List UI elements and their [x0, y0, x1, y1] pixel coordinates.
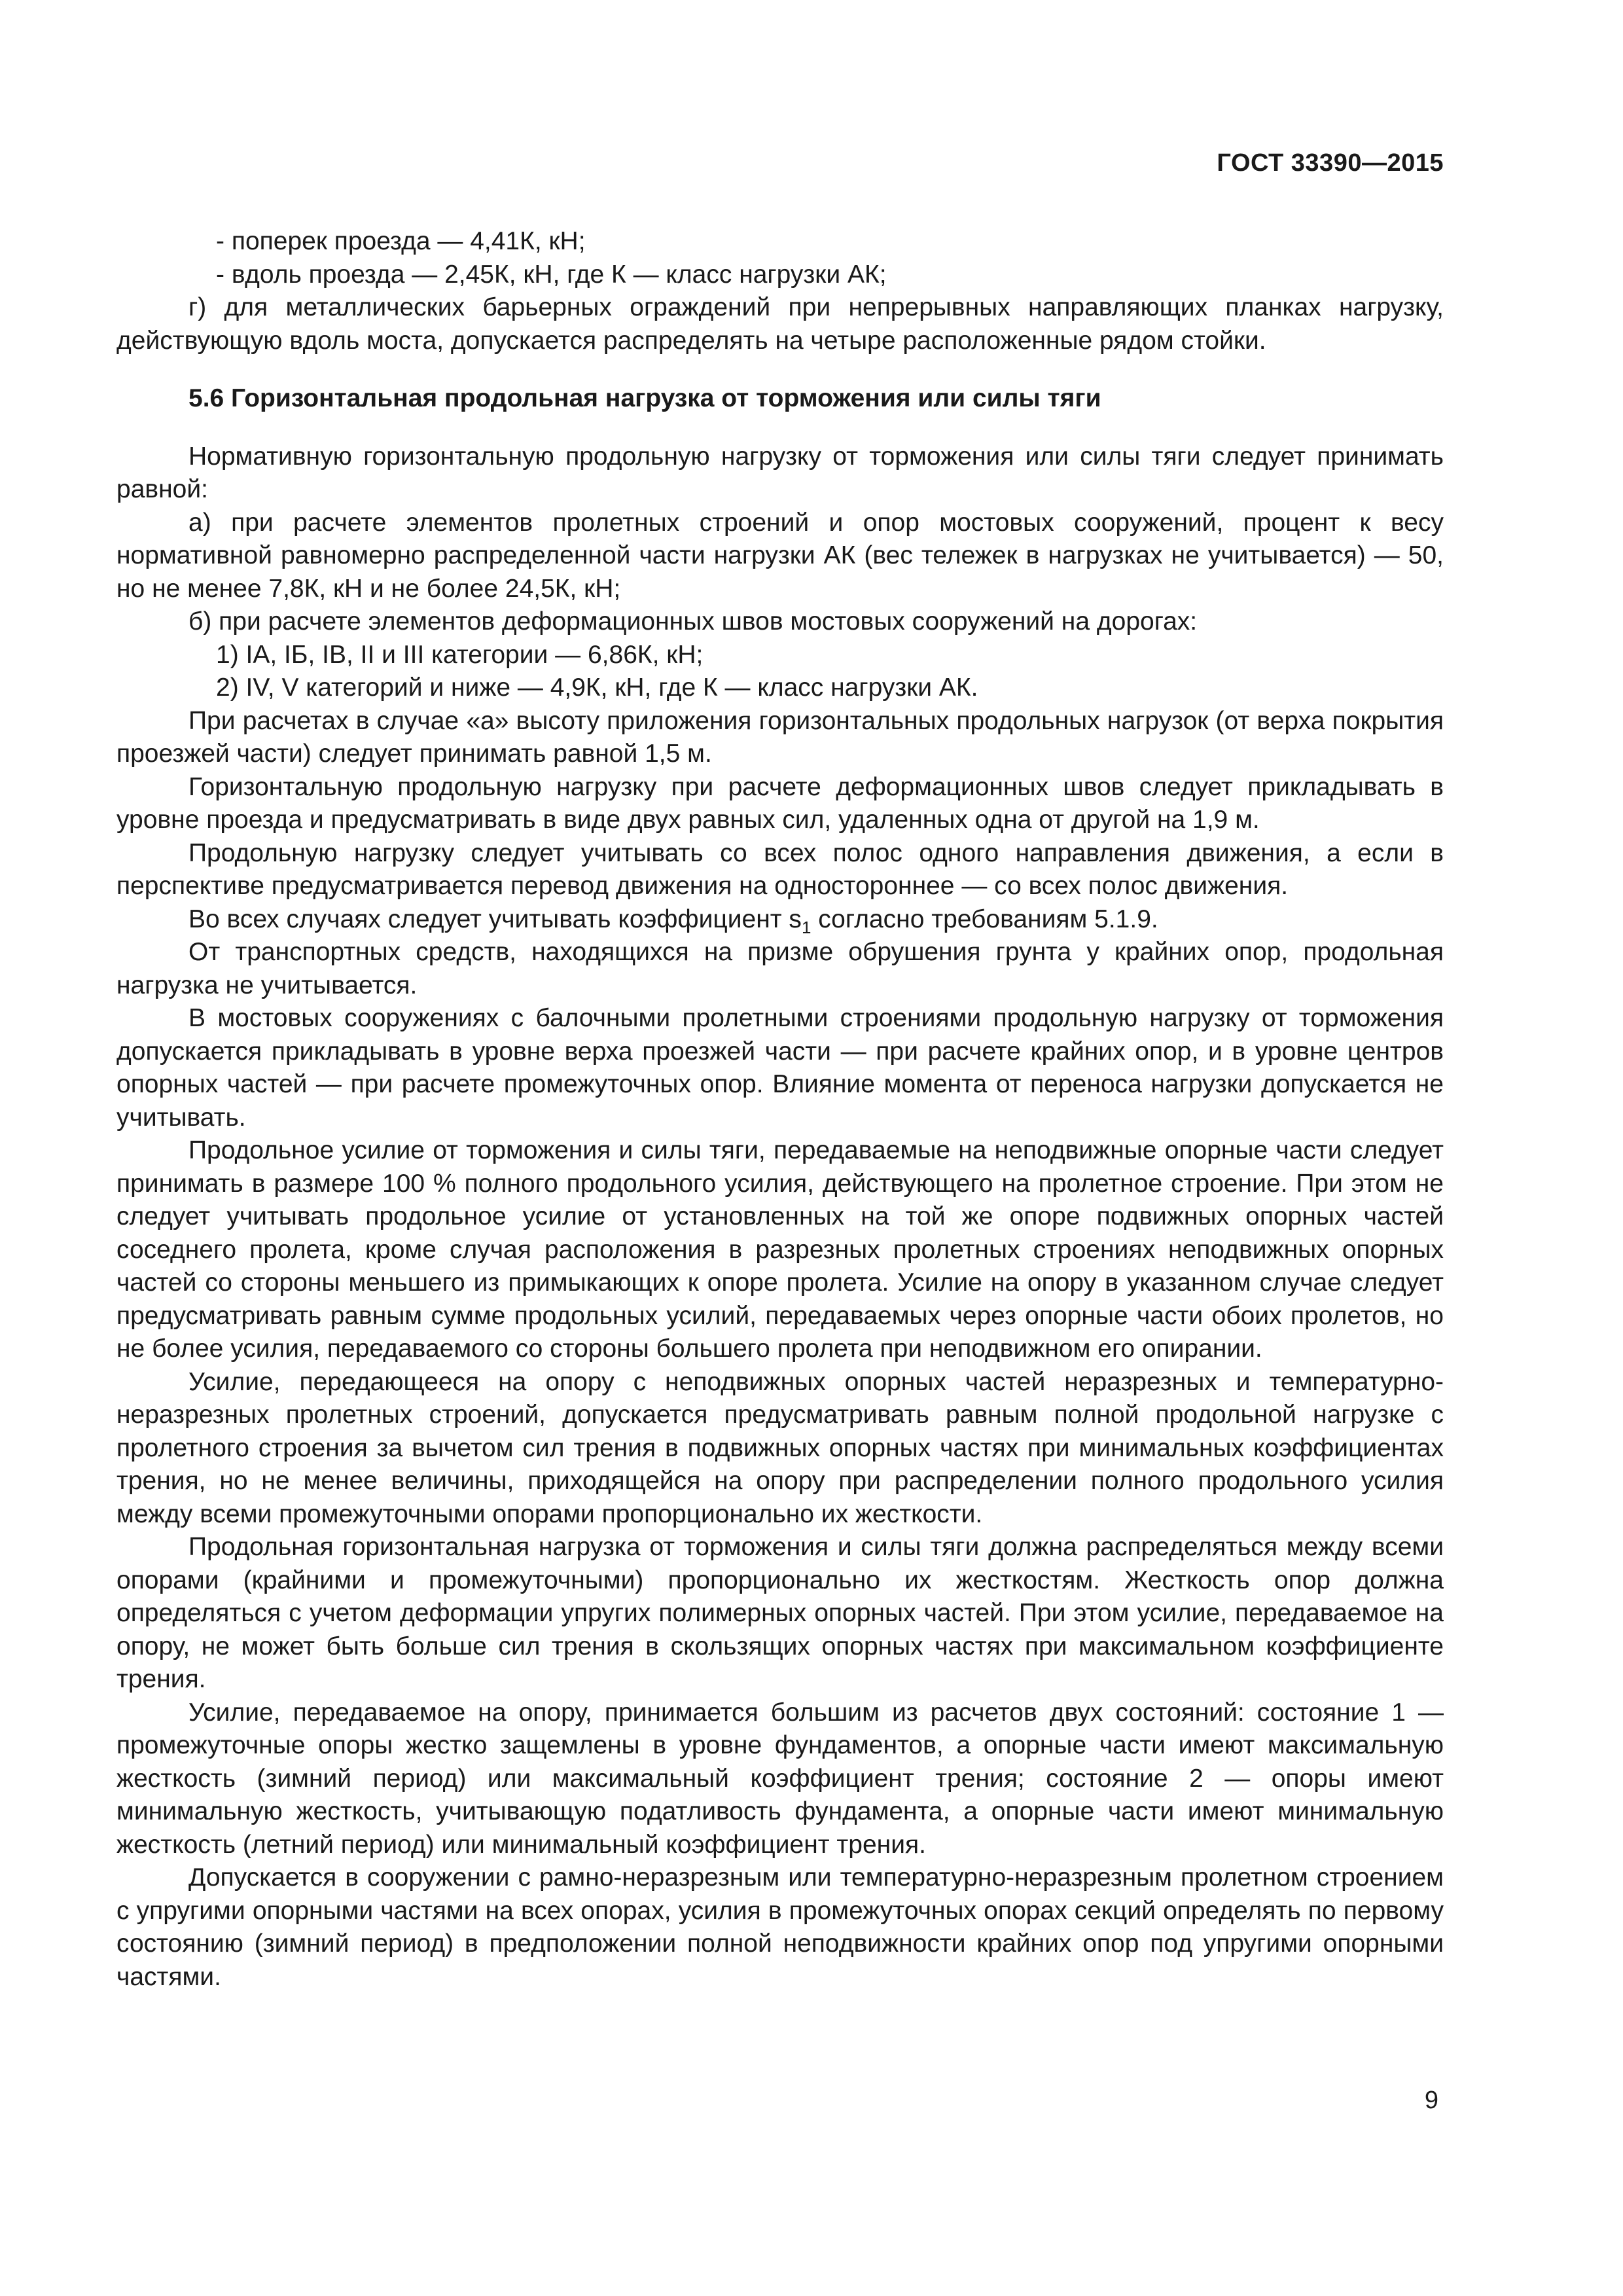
paragraph: Продольную нагрузку следует учитывать со всех полос одного направления движения, а если в перспективе предусматривается перевод движения на одностороннее — со всех полос движения. [116, 838, 1444, 900]
paragraph: Усилие, передаваемое на опору, принимается большим из расчетов двух состояний: состояние 1 — промежуточные опоры жестко защемлены в уровне фундаментов, а опорные части имеют максимальную жесткость (зимний период) или максимальный коэффициент трения; состояние 2 — опоры имеют минимальную жесткость, учитывающую податливость фундамента, а опорные части имеют минимальную жесткость (летний период) или минимальный коэффициент трения. [116, 1698, 1444, 1859]
paragraph-text: согласно требованиям 5.1.9. [811, 905, 1158, 933]
paragraph: Продольное усилие от торможения и силы тяги, передаваемые на неподвижные опорные части следует принимать в размере 100 % полного продольного усилия, действующего на пролетное строение. При этом не следует учитывать продольное усилие от установленных на той же опоре подвижных опорных частей соседнего пролета, кроме случая расположения в разрезных пролетных строениях неподвижных опорных частей со стороны меньшего из примыкающих к опоре пролета. Усилие на опору в указанном случае следует предусматривать равным сумме продольных усилий, передаваемых через опорные части обоих пролетов, но не более усилия, передаваемого со стороны большего пролета при неподвижном его опирании. [116, 1136, 1444, 1363]
paragraph-text: Во всех случаях следует учитывать коэффициент s [188, 905, 802, 933]
section-heading: 5.6 Горизонтальная продольная нагрузка от торможения или силы тяги [188, 384, 1101, 412]
list-item: 2) IV, V категорий и ниже — 4,9К, кН, где К — класс нагрузки АК. [216, 673, 978, 702]
list-item: 1) IA, IБ, IB, II и III категории — 6,86К, кН; [216, 640, 704, 669]
paragraph: В мостовых сооружениях с балочными пролетными строениями продольную нагрузку от торможения допускается прикладывать в уровне верха проезжей части — при расчете крайних опор, и в уровне центров опорных частей — при расчете промежуточных опор. Влияние момента от переноса нагрузки допускается не учитывать. [116, 1004, 1444, 1132]
paragraph: От транспортных средств, находящихся на призме обрушения грунта у крайних опор, продольная нагрузка не учитывается. [116, 938, 1444, 999]
document-body [116, 225, 1444, 1994]
list-item: - поперек проезда — 4,41К, кН; [216, 227, 586, 255]
paragraph-with-subscript [116, 903, 1444, 937]
page-number: 9 [1424, 2087, 1438, 2114]
subscript: 1 [801, 917, 812, 937]
paragraph: Допускается в сооружении с рамно-неразрезным или температурно-неразрезным пролетном строением с упругими опорными частями на всех опорах, усилия в промежуточных опорах секций определять по первому состоянию (зимний период) в предположении полной неподвижности крайних опор под упругими опорными частями. [116, 1863, 1444, 1991]
paragraph: Нормативную горизонтальную продольную нагрузку от торможения или силы тяги следует принимать равной: [116, 442, 1444, 503]
document-id-header: ГОСТ 33390—2015 [1217, 149, 1444, 177]
paragraph: Продольная горизонтальная нагрузка от торможения и силы тяги должна распределяться между всеми опорами (крайними и промежуточными) пропорционально их жесткостям. Жесткость опор должна определяться с учетом деформации упругих полимерных опорных частей. При этом усилие, передаваемое на опору, не может быть больше сил трения в скользящих опорных частях при максимальном коэффициенте трения. [116, 1533, 1444, 1693]
paragraph: При расчетах в случае «а» высоту приложения горизонтальных продольных нагрузок (от верха покрытия проезжей части) следует принимать равной 1,5 м. [116, 706, 1444, 768]
list-item: - вдоль проезда — 2,45К, кН, где К — класс нагрузки АК; [216, 260, 887, 289]
paragraph: Горизонтальную продольную нагрузку при расчете деформационных швов следует прикладывать в уровне проезда и предусматривать в виде двух равных сил, удаленных одна от другой на 1,9 м. [116, 772, 1444, 834]
paragraph: а) при расчете элементов пролетных строений и опор мостовых сооружений, процент к весу нормативной равномерно распределенной части нагрузки АК (вес тележек в нагрузках не учитывается) — 50, но не менее 7,8К, кН и не более 24,5К, кН; [116, 508, 1444, 603]
paragraph: г) для металлических барьерных ограждений при непрерывных направляющих планках нагрузку, действующую вдоль моста, допускается распределять на четыре расположенные рядом стойки. [116, 293, 1444, 355]
paragraph: б) при расчете элементов деформационных швов мостовых сооружений на дорогах: [188, 607, 1198, 636]
paragraph: Усилие, передающееся на опору с неподвижных опорных частей неразрезных и температурно-неразрезных пролетных строений, допускается предусматривать равным полной продольной нагрузке с пролетного строения за вычетом сил трения в подвижных опорных частях при минимальных коэффициентах трения, но не менее величины, приходящейся на опору при распределении полного продольного усилия между всеми промежуточными опорами пропорционально их жесткости. [116, 1367, 1444, 1528]
